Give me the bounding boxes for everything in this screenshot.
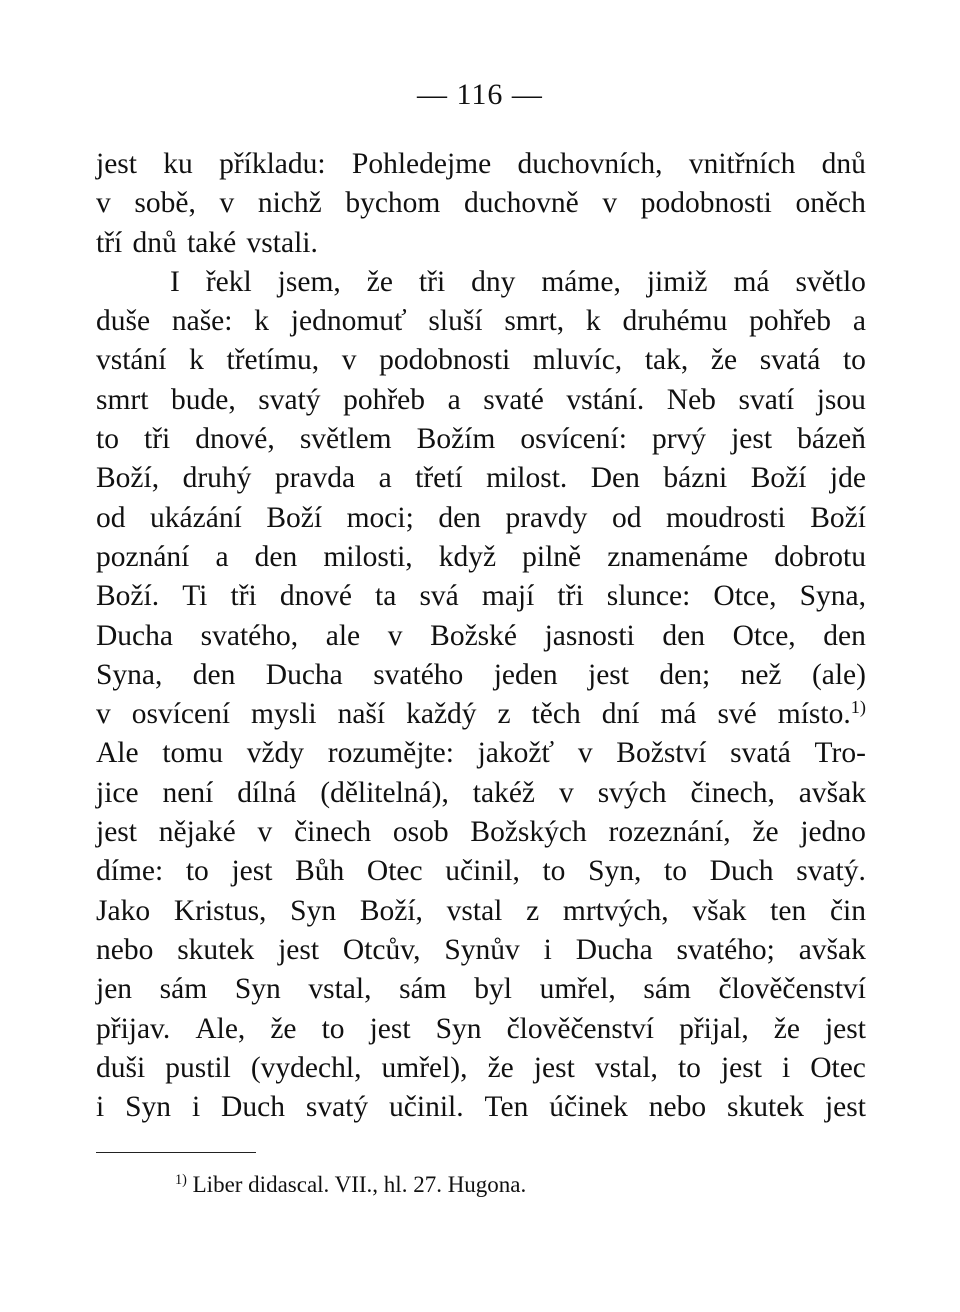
word: duši [96, 1051, 146, 1084]
word: a [378, 462, 392, 495]
word: jest [231, 855, 273, 888]
word: než [740, 658, 782, 691]
word: jest [278, 933, 320, 966]
word: člověčenství [718, 973, 866, 1006]
word: Otec [810, 1051, 866, 1084]
word: jedno [800, 816, 866, 849]
word: když [438, 540, 497, 573]
word: jasnosti [544, 619, 635, 652]
word: pravda [274, 462, 356, 495]
word: Ducha [265, 658, 343, 691]
word: Ale, [195, 1012, 246, 1045]
footnote [175, 1170, 526, 1200]
word: bázeň [797, 423, 866, 456]
word: den [192, 658, 236, 691]
word: nebo [96, 933, 154, 966]
word: bychom [345, 187, 441, 220]
word: že [366, 265, 393, 298]
word: duchovních, [517, 148, 663, 180]
word: vstali. [246, 226, 318, 259]
word: vždy [246, 737, 305, 770]
word: druhému [622, 305, 728, 338]
word: Otce, [732, 619, 796, 652]
word: moci; [346, 501, 414, 534]
word: milosti, [323, 540, 413, 573]
word: svatí [738, 383, 795, 416]
word: Tro- [814, 737, 866, 770]
word: ta [375, 580, 397, 613]
word: duchovně [464, 187, 579, 220]
word: díme: [96, 855, 164, 888]
text-line [96, 341, 866, 380]
text-line [96, 970, 866, 1009]
word: k [585, 305, 601, 338]
text-line [96, 1010, 866, 1049]
word: že [270, 1012, 297, 1045]
word: (ale) [811, 658, 866, 691]
word: mysli [251, 698, 317, 731]
word: svých [597, 776, 667, 809]
word: máme, [541, 265, 621, 298]
text-line [96, 656, 866, 695]
word: jest [824, 1091, 866, 1124]
word: jest [824, 1012, 866, 1045]
word: Syn, [588, 855, 642, 888]
word: Ti [182, 580, 208, 613]
word: přijal, [679, 1012, 749, 1045]
word: ale [325, 619, 361, 652]
body-text [96, 145, 866, 1127]
word: jde [829, 462, 866, 495]
word: svatého; [676, 933, 775, 966]
word: pravdy [505, 501, 588, 534]
word: Syn [435, 1012, 482, 1045]
word: vstal [446, 894, 503, 927]
word: avšak [798, 776, 866, 809]
word: i [191, 1091, 201, 1124]
text-line [96, 224, 866, 263]
word: bázni [663, 462, 728, 495]
word: však [692, 894, 747, 927]
word: tři [418, 265, 446, 298]
word: v [257, 816, 273, 849]
word: milost. [486, 462, 568, 495]
word: z [497, 698, 511, 731]
word: že [487, 1051, 514, 1084]
word: třetí [415, 462, 463, 495]
text-line [96, 420, 866, 459]
word: Syn [125, 1091, 172, 1124]
word: naší [337, 698, 386, 731]
word: není [162, 776, 214, 809]
word: jimiž [646, 265, 708, 298]
word: od [96, 501, 126, 534]
word: mají [481, 580, 535, 613]
word: poznání [96, 540, 190, 573]
word: Ale [96, 737, 139, 770]
word: Božské [430, 619, 517, 652]
word: svá [419, 580, 459, 613]
word: Boží, [96, 462, 160, 495]
word: z [526, 894, 540, 927]
word: ku [163, 148, 193, 180]
word: svatý [258, 383, 321, 416]
word: jest [96, 148, 137, 180]
word: smrt, [504, 305, 565, 338]
word: také [187, 226, 237, 259]
word: Božských [470, 816, 587, 849]
word: smrt [96, 383, 149, 416]
word: Neb [666, 383, 716, 416]
text-line [96, 263, 866, 302]
word: (vydechl, [250, 1051, 362, 1084]
word: i [781, 1051, 791, 1084]
word: Duch [221, 1091, 285, 1124]
word: člověčenství [506, 1012, 655, 1045]
word: byl [474, 973, 512, 1006]
word: umřel), [381, 1051, 468, 1084]
word: jice [96, 776, 139, 809]
word: nichž [257, 187, 322, 220]
word: každý [406, 698, 477, 731]
footnote-text: Liber didascal. VII., hl. 27. Hugona. [192, 1172, 527, 1197]
word: Pohledejme [351, 148, 492, 180]
word: Syn [234, 973, 281, 1006]
word: a [215, 540, 229, 573]
text-line [96, 892, 866, 931]
word: moudrosti [665, 501, 786, 534]
word: Boží [266, 501, 323, 534]
text-line [96, 538, 866, 577]
text-line [96, 695, 866, 734]
word: místo.$^{1)}$ [777, 697, 866, 731]
word: Syna, [799, 580, 866, 613]
word: dny [471, 265, 516, 298]
text-line [96, 499, 866, 538]
word: Jako [96, 894, 151, 927]
word: bude, [171, 383, 236, 416]
word: znamenáme [607, 540, 749, 573]
word: účinek [549, 1091, 628, 1124]
word: rozumějte: [327, 737, 454, 770]
word: den [254, 540, 298, 573]
word: má [733, 265, 770, 298]
word: oněch [795, 187, 866, 220]
word: v [96, 698, 111, 731]
word: své [717, 698, 757, 731]
word: jsem, [277, 265, 341, 298]
word: pilně [522, 540, 582, 573]
text-line [96, 617, 866, 656]
word: jest [369, 1012, 411, 1045]
word: I [170, 265, 180, 298]
word: dílná [237, 776, 297, 809]
word: slunce: [606, 580, 691, 613]
word: Den [590, 462, 640, 495]
word: naše: [171, 305, 233, 338]
word: mrtvých, [562, 894, 669, 927]
word: Ducha [575, 933, 653, 966]
word: pohřeb [749, 305, 832, 338]
word: svatá [759, 344, 821, 377]
word: Duch [709, 855, 774, 888]
word: má [660, 698, 697, 731]
word: v [96, 187, 111, 220]
word: ten [770, 894, 807, 927]
page-number: — 116 — [417, 78, 543, 111]
word: Otce, [713, 580, 777, 613]
word: tří [96, 226, 123, 259]
word: Boží. [96, 580, 160, 613]
word: jest [731, 423, 773, 456]
footnote-marker: 1) [175, 1172, 187, 1189]
word: těch [531, 698, 581, 731]
text-line [96, 734, 866, 773]
word: že [773, 1012, 800, 1045]
footnote-divider [96, 1152, 256, 1153]
text-line [96, 577, 866, 616]
word: takéž [472, 776, 536, 809]
word: to [664, 855, 687, 888]
word: den [662, 619, 705, 652]
word: ukázání [150, 501, 242, 534]
word: dnů [821, 148, 866, 180]
word: vstal, [594, 1051, 658, 1084]
word: Boží, [359, 894, 423, 927]
word: pohřeb [343, 383, 426, 416]
word: učinil, [445, 855, 520, 888]
word: rozeznání, [608, 816, 731, 849]
word: skutek [727, 1091, 805, 1124]
word: přijav. [96, 1012, 171, 1045]
word: osob [392, 816, 449, 849]
word: svatého [373, 658, 464, 691]
word: sám [159, 973, 208, 1006]
text-line [96, 852, 866, 891]
word: v [341, 344, 357, 377]
word: dnové [279, 580, 352, 613]
word: to [677, 1051, 701, 1084]
text-line [96, 459, 866, 498]
word: sám [399, 973, 447, 1006]
word: v [602, 187, 618, 220]
word: vstání [96, 344, 167, 377]
word: světlo [795, 265, 866, 298]
word: vnitřních [688, 148, 796, 180]
word: k [254, 305, 270, 338]
word: osvícení [131, 698, 231, 731]
word: třetímu, [226, 344, 320, 377]
word: den; [659, 658, 711, 691]
word: Boží [750, 462, 807, 495]
text-line [96, 931, 866, 970]
word: učinil. [389, 1091, 464, 1124]
word: dobrotu [774, 540, 866, 573]
word: to [96, 423, 119, 456]
word: to [842, 344, 866, 377]
text-line [96, 1088, 866, 1127]
footnote-reference: 1) [850, 697, 866, 718]
word: že [752, 816, 779, 849]
word: Ducha [96, 619, 173, 652]
word: Synův [444, 933, 520, 966]
word: podobnosti [640, 187, 772, 220]
word: umřel, [539, 973, 616, 1006]
word: avšak [798, 933, 866, 966]
word: to [185, 855, 209, 888]
word: Božím [416, 423, 496, 456]
word: i [543, 933, 552, 966]
word: příkladu: [219, 148, 326, 180]
word: čin [829, 894, 866, 927]
word: jsou [816, 383, 866, 416]
word: prvý [651, 423, 707, 456]
word: jest [720, 1051, 762, 1084]
word: činech [294, 816, 372, 849]
word: vstání. [566, 383, 645, 416]
word: dnové, [195, 423, 275, 456]
word: duše [96, 305, 151, 338]
word: Syna, [96, 658, 163, 691]
word: svatý [305, 1091, 369, 1124]
word: světlem [299, 423, 392, 456]
word: svatá [730, 737, 791, 770]
word: že [710, 344, 738, 377]
word: nebo [648, 1091, 707, 1124]
word: a [852, 305, 866, 338]
word: jen [96, 973, 133, 1006]
text-line [96, 774, 866, 813]
word: Ten [484, 1091, 529, 1124]
word: jednomuť [290, 305, 407, 338]
word: tři [144, 423, 171, 456]
word: nějaké [158, 816, 236, 849]
word: jest [588, 658, 629, 691]
word: svatý. [796, 855, 866, 888]
word: den [823, 619, 866, 652]
word: skutek [177, 933, 255, 966]
word: a [447, 383, 461, 416]
word: jest [96, 816, 137, 849]
word: jest [533, 1051, 575, 1084]
word: v [219, 187, 235, 220]
text-line [96, 145, 866, 184]
word: to [321, 1012, 345, 1045]
word: tři [230, 580, 257, 613]
word: pustil [165, 1051, 231, 1084]
word: druhý [182, 462, 252, 495]
word: sluší [428, 305, 483, 338]
word: svaté [483, 383, 544, 416]
word: Božství [616, 737, 707, 770]
word: tři [557, 580, 584, 613]
word: Otec [366, 855, 423, 888]
word: řekl [205, 265, 252, 298]
text-line [96, 813, 866, 852]
word: Otcův, [342, 933, 421, 966]
word: Kristus, [173, 894, 267, 927]
word: sám [643, 973, 691, 1006]
word: jeden [493, 658, 558, 691]
word: to [542, 855, 566, 888]
text-line [96, 1049, 866, 1088]
text-line [96, 381, 866, 420]
word: k [189, 344, 204, 377]
word: (dělitelná), [320, 776, 449, 809]
word: mluvíc, [532, 344, 623, 377]
word: dní [601, 698, 640, 731]
word: tak, [644, 344, 689, 377]
word: vstal, [308, 973, 372, 1006]
word: tomu [162, 737, 223, 770]
word: v [577, 737, 593, 770]
text-line [96, 302, 866, 341]
word: Syn [290, 894, 337, 927]
word: sobě, [134, 187, 196, 220]
word: i [96, 1091, 105, 1124]
word: dnů [132, 226, 177, 259]
word: v [558, 776, 574, 809]
word: podobnosti [379, 344, 511, 377]
word: svatého, [200, 619, 299, 652]
word: činech, [690, 776, 775, 809]
word: jakožť [477, 737, 555, 770]
word: Boží [810, 501, 866, 534]
word: osvícení: [520, 423, 627, 456]
word: den [438, 501, 481, 534]
word: Bůh [295, 855, 345, 888]
word: v [387, 619, 403, 652]
text-line [96, 184, 866, 223]
word: od [611, 501, 642, 534]
